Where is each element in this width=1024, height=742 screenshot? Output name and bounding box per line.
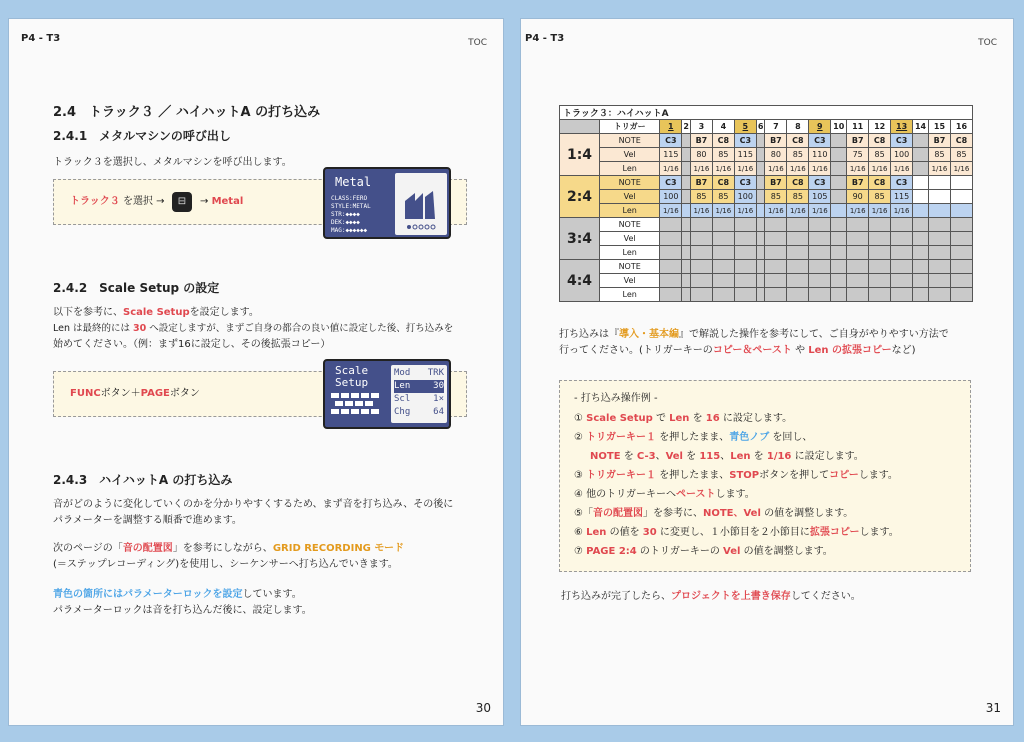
grid-cell: 1/16 — [765, 204, 787, 218]
page-header: P4 - T3 — [525, 33, 565, 44]
step-number: 2 — [682, 120, 691, 134]
grid-cell — [809, 260, 831, 274]
grid-cell: B7 — [690, 176, 712, 190]
grid-cell: 1/16 — [891, 162, 913, 176]
grid-cell: 85 — [712, 190, 734, 204]
grid-cell — [913, 204, 929, 218]
grid-cell: C3 — [734, 176, 756, 190]
grid-cell — [913, 176, 929, 190]
page-label: 3:4 — [560, 218, 600, 260]
op-step: ① Scale Setup で Len を 16 に設定します。 — [574, 413, 793, 424]
grid-cell — [756, 190, 765, 204]
grid-cell — [734, 232, 756, 246]
grid-cell: 1/16 — [869, 162, 891, 176]
grid-cell: 1/16 — [928, 162, 950, 176]
grid-cell — [891, 274, 913, 288]
op-step: ② トリガーキー１ を押したまま、青色ノブ を回し、 — [574, 432, 813, 443]
grid-cell: C3 — [660, 176, 682, 190]
instruction-text: FUNCボタン＋PAGEボタン — [70, 388, 200, 399]
grid-cell — [660, 288, 682, 302]
page-label: 4:4 — [560, 260, 600, 302]
grid-cell — [831, 274, 847, 288]
grid-cell — [787, 232, 809, 246]
grid-cell — [831, 162, 847, 176]
grid-cell — [682, 288, 691, 302]
grid-cell — [847, 288, 869, 302]
grid-cell — [831, 190, 847, 204]
grid-cell — [690, 232, 712, 246]
grid-cell: 90 — [847, 190, 869, 204]
grid-cell — [787, 246, 809, 260]
instruction-text: → Metal — [200, 196, 244, 207]
step-number: 16 — [950, 120, 972, 134]
grid-cell: C8 — [950, 134, 972, 148]
grid-cell — [869, 218, 891, 232]
left-page — [8, 18, 504, 726]
paragraph: 行ってください。(トリガーキーのコピー＆ペースト や Len の拡張コピーなど) — [559, 345, 916, 356]
grid-cell — [682, 218, 691, 232]
grid-cell: 100 — [734, 190, 756, 204]
grid-cell — [913, 134, 929, 148]
grid-cell: 110 — [809, 148, 831, 162]
grid-cell: 85 — [869, 190, 891, 204]
grid-cell — [913, 218, 929, 232]
grid-cell — [869, 260, 891, 274]
param-label: Vel — [600, 148, 660, 162]
grid-cell: 75 — [847, 148, 869, 162]
track-button-icon: ⊟ — [172, 192, 192, 212]
grid-cell: C8 — [787, 176, 809, 190]
grid-title: トラック３：ハイハットA — [560, 106, 973, 120]
grid-cell — [891, 232, 913, 246]
op-step: NOTE を C-3、Vel を 115、Len を 1/16 に設定します。 — [590, 451, 864, 462]
grid-cell — [682, 190, 691, 204]
grid-cell — [756, 176, 765, 190]
grid-cell — [682, 232, 691, 246]
op-step: ⑤「音の配置図」を参考に、NOTE、Vel の値を調整します。 — [574, 508, 854, 519]
grid-cell: 1/16 — [950, 162, 972, 176]
grid-cell: B7 — [847, 176, 869, 190]
grid-cell — [950, 288, 972, 302]
grid-cell — [682, 260, 691, 274]
paragraph: パラメーターロックは音を打ち込んだ後に、設定します。 — [53, 605, 312, 616]
lcd-screen-scale-setup — [323, 359, 451, 429]
param-label: Len — [600, 288, 660, 302]
grid-cell: 1/16 — [712, 162, 734, 176]
grid-cell — [891, 288, 913, 302]
step-number: 3 — [690, 120, 712, 134]
grid-cell — [950, 274, 972, 288]
grid-cell: 1/16 — [787, 204, 809, 218]
grid-cell — [950, 218, 972, 232]
grid-cell — [847, 246, 869, 260]
lcd-lines: CLASS:FERO STYLE:METAL STR:◆◆◆◆ DEK:◆◆◆◆ MAG:◆◆◆◆◆◆ — [331, 195, 371, 234]
paragraph: パラメーターを調整する順番で進めます。 — [53, 515, 242, 526]
grid-cell — [950, 232, 972, 246]
grid-cell — [712, 218, 734, 232]
grid-cell: 80 — [690, 148, 712, 162]
grid-cell: 1/16 — [765, 162, 787, 176]
page-header: P4 - T3 — [21, 33, 61, 44]
lcd-screen-metal — [323, 167, 451, 239]
grid-cell: C8 — [787, 134, 809, 148]
grid-cell — [756, 260, 765, 274]
grid-cell: 115 — [660, 148, 682, 162]
grid-cell — [756, 162, 765, 176]
grid-cell — [831, 148, 847, 162]
grid-cell — [690, 288, 712, 302]
grid-cell — [809, 218, 831, 232]
operation-example-box — [559, 380, 971, 572]
grid-cell — [660, 218, 682, 232]
param-label: Vel — [600, 274, 660, 288]
step-number: 10 — [831, 120, 847, 134]
grid-cell — [809, 232, 831, 246]
grid-cell — [913, 162, 929, 176]
grid-cell: 1/16 — [690, 204, 712, 218]
grid-cell — [660, 232, 682, 246]
param-label: NOTE — [600, 176, 660, 190]
grid-cell — [682, 176, 691, 190]
grid-cell — [756, 204, 765, 218]
page-label: 2:4 — [560, 176, 600, 218]
paragraph: (＝ステップレコーディング)を使用し、シーケンサーへ打ち込んでいきます。 — [53, 559, 398, 570]
grid-cell — [869, 232, 891, 246]
grid-cell — [756, 232, 765, 246]
grid-cell — [913, 288, 929, 302]
grid-cell — [734, 246, 756, 260]
grid-cell: 100 — [660, 190, 682, 204]
grid-cell: 1/16 — [787, 162, 809, 176]
page-number: 31 — [985, 701, 1001, 715]
step-number: 13 — [891, 120, 913, 134]
lcd-title: Scale Setup — [335, 364, 369, 389]
grid-cell — [913, 274, 929, 288]
paragraph: 次のページの「音の配置図」を参考にしながら、GRID RECORDING モード — [53, 543, 404, 554]
param-label: NOTE — [600, 218, 660, 232]
grid-cell: 85 — [928, 148, 950, 162]
grid-cell — [891, 246, 913, 260]
grid-cell — [734, 288, 756, 302]
grid-cell — [831, 134, 847, 148]
grid-cell: C8 — [869, 176, 891, 190]
grid-cell: 1/16 — [660, 204, 682, 218]
grid-cell — [690, 274, 712, 288]
sequencer-grid — [559, 105, 973, 302]
step-number: 14 — [913, 120, 929, 134]
grid-cell — [913, 190, 929, 204]
grid-cell: 1/16 — [660, 162, 682, 176]
grid-cell: 1/16 — [712, 204, 734, 218]
grid-cell — [847, 232, 869, 246]
grid-corner — [560, 120, 600, 134]
grid-cell — [928, 274, 950, 288]
grid-cell — [950, 204, 972, 218]
param-label: Vel — [600, 190, 660, 204]
grid-cell — [765, 232, 787, 246]
grid-cell — [831, 232, 847, 246]
toc-link[interactable]: TOC — [978, 38, 997, 48]
grid-cell — [690, 260, 712, 274]
grid-cell: B7 — [690, 134, 712, 148]
grid-cell: C8 — [869, 134, 891, 148]
subsection-heading: 2.4.3 ハイハットA の打ち込み — [53, 473, 233, 487]
grid-cell: 1/16 — [734, 162, 756, 176]
lcd-title: Metal — [335, 175, 372, 189]
grid-cell: 1/16 — [734, 204, 756, 218]
grid-cell — [928, 176, 950, 190]
op-step: ⑦ PAGE 2:4 のトリガーキーの Vel の値を調整します。 — [574, 546, 833, 557]
grid-cell — [809, 288, 831, 302]
grid-cell: 85 — [787, 190, 809, 204]
grid-cell — [756, 218, 765, 232]
grid-cell — [913, 260, 929, 274]
grid-cell — [756, 134, 765, 148]
grid-cell — [787, 218, 809, 232]
grid-cell: 115 — [891, 190, 913, 204]
page-number: 30 — [475, 701, 491, 715]
grid-cell — [712, 274, 734, 288]
grid-cell — [950, 190, 972, 204]
grid-cell — [950, 246, 972, 260]
grid-cell — [765, 274, 787, 288]
grid-cell — [660, 274, 682, 288]
op-step: ③ トリガーキー１ を押したまま、STOPボタンを押してコピーします。 — [574, 470, 898, 481]
grid-cell: C3 — [891, 176, 913, 190]
trigger-label: トリガー — [600, 120, 660, 134]
grid-cell — [690, 218, 712, 232]
step-number: 5 — [734, 120, 756, 134]
grid-cell — [660, 246, 682, 260]
step-number: 9 — [809, 120, 831, 134]
grid-cell — [682, 162, 691, 176]
grid-cell — [869, 274, 891, 288]
grid-cell: B7 — [765, 176, 787, 190]
grid-cell: 85 — [690, 190, 712, 204]
grid-cell — [787, 274, 809, 288]
grid-cell — [712, 260, 734, 274]
grid-cell — [765, 218, 787, 232]
grid-cell: C3 — [660, 134, 682, 148]
scale-grid-icon — [331, 393, 389, 423]
grid-cell — [660, 260, 682, 274]
step-number: 12 — [869, 120, 891, 134]
grid-cell — [831, 288, 847, 302]
grid-cell: 80 — [765, 148, 787, 162]
lcd-param-list: Mod TRK Len 30 Scl 1× Chg 64 — [391, 365, 447, 423]
step-number: 7 — [765, 120, 787, 134]
grid-cell: 1/16 — [809, 204, 831, 218]
grid-cell: 100 — [891, 148, 913, 162]
grid-cell — [913, 232, 929, 246]
grid-cell: 105 — [809, 190, 831, 204]
param-label: Len — [600, 204, 660, 218]
param-label: Len — [600, 162, 660, 176]
grid-cell — [756, 274, 765, 288]
op-title: - 打ち込み操作例 - — [574, 393, 658, 404]
grid-cell: C8 — [712, 134, 734, 148]
grid-cell — [787, 288, 809, 302]
grid-cell — [682, 204, 691, 218]
grid-cell — [734, 218, 756, 232]
op-step: ⑥ Len の値を 30 に変更し、１小節目を２小節目に拡張コピーします。 — [574, 527, 899, 538]
grid-cell — [869, 288, 891, 302]
grid-cell: 85 — [765, 190, 787, 204]
grid-cell: C3 — [891, 134, 913, 148]
grid-cell: 115 — [734, 148, 756, 162]
grid-cell — [928, 232, 950, 246]
grid-cell — [928, 246, 950, 260]
grid-cell: 85 — [950, 148, 972, 162]
grid-cell: 1/16 — [847, 162, 869, 176]
grid-cell — [765, 288, 787, 302]
grid-cell — [712, 288, 734, 302]
step-number: 11 — [847, 120, 869, 134]
grid-cell — [847, 218, 869, 232]
section-heading: 2.4 トラック３ ／ ハイハットA の打ち込み — [53, 105, 321, 120]
metal-machine-icon — [395, 173, 447, 235]
grid-cell — [734, 274, 756, 288]
grid-cell — [756, 148, 765, 162]
grid-cell — [756, 288, 765, 302]
grid-cell: C3 — [809, 176, 831, 190]
grid-cell — [891, 218, 913, 232]
grid-cell — [847, 274, 869, 288]
grid-cell: C3 — [734, 134, 756, 148]
step-number: 15 — [928, 120, 950, 134]
grid-cell — [831, 246, 847, 260]
grid-cell — [928, 204, 950, 218]
instruction-text: トラック３ を選択 → — [70, 196, 165, 207]
grid-cell — [928, 218, 950, 232]
grid-cell — [712, 246, 734, 260]
grid-cell — [712, 232, 734, 246]
grid-cell — [891, 260, 913, 274]
page-label: 1:4 — [560, 134, 600, 176]
paragraph: 音がどのように変化していくのかを分かりやすくするため、まず音を打ち込み、その後に — [53, 499, 454, 510]
grid-cell: C3 — [809, 134, 831, 148]
grid-cell — [913, 148, 929, 162]
grid-cell — [831, 204, 847, 218]
grid-cell: C8 — [712, 176, 734, 190]
step-number: 1 — [660, 120, 682, 134]
grid-cell — [928, 260, 950, 274]
op-step: ④ 他のトリガーキーへペーストします。 — [574, 489, 755, 500]
grid-cell: 1/16 — [847, 204, 869, 218]
grid-cell — [950, 176, 972, 190]
grid-cell — [847, 260, 869, 274]
grid-cell — [831, 260, 847, 274]
grid-cell — [928, 288, 950, 302]
grid-cell — [690, 246, 712, 260]
grid-cell: B7 — [765, 134, 787, 148]
grid-cell: 1/16 — [869, 204, 891, 218]
grid-cell: 1/16 — [690, 162, 712, 176]
param-label: NOTE — [600, 260, 660, 274]
step-number: 4 — [712, 120, 734, 134]
grid-cell: B7 — [928, 134, 950, 148]
grid-cell — [928, 190, 950, 204]
paragraph: 打ち込みが完了したら、プロジェクトを上書き保存してください。 — [561, 591, 861, 602]
grid-cell — [809, 246, 831, 260]
grid-cell: 85 — [787, 148, 809, 162]
step-number: 6 — [756, 120, 765, 134]
paragraph: 始めてください。（例：まず16に設定し、その後拡張コピー） — [53, 339, 331, 350]
toc-link[interactable]: TOC — [468, 38, 487, 48]
paragraph: 以下を参考に、Scale Setupを設定します。 — [53, 307, 259, 318]
param-label: NOTE — [600, 134, 660, 148]
grid-cell — [913, 246, 929, 260]
paragraph: 打ち込みは『導入・基本編』で解説した操作を参考にして、ご自身がやりやすい方法で — [559, 329, 949, 340]
grid-cell: 85 — [712, 148, 734, 162]
grid-cell: 1/16 — [891, 204, 913, 218]
grid-cell — [765, 260, 787, 274]
grid-cell — [765, 246, 787, 260]
grid-cell — [787, 260, 809, 274]
paragraph: 青色の箇所にはパラメーターロックを設定しています。 — [53, 589, 302, 600]
grid-cell — [831, 218, 847, 232]
grid-cell — [734, 260, 756, 274]
param-label: Len — [600, 246, 660, 260]
grid-cell — [682, 148, 691, 162]
step-number: 8 — [787, 120, 809, 134]
grid-cell: B7 — [847, 134, 869, 148]
subsection-heading: 2.4.1 メタルマシンの呼び出し — [53, 129, 231, 143]
grid-cell — [682, 274, 691, 288]
grid-cell — [756, 246, 765, 260]
grid-cell: 85 — [869, 148, 891, 162]
grid-cell — [831, 176, 847, 190]
param-label: Vel — [600, 232, 660, 246]
grid-cell — [682, 246, 691, 260]
right-page — [520, 18, 1014, 726]
paragraph: トラック３を選択し、メタルマシンを呼び出します。 — [53, 157, 292, 168]
grid-cell — [682, 134, 691, 148]
grid-cell: 1/16 — [809, 162, 831, 176]
grid-cell — [950, 260, 972, 274]
paragraph: Len は最終的には 30 へ設定しますが、まずご自身の都合の良い値に設定した後、打ち込みを — [53, 323, 454, 334]
grid-cell — [869, 246, 891, 260]
subsection-heading: 2.4.2 Scale Setup の設定 — [53, 281, 220, 295]
grid-cell — [809, 274, 831, 288]
